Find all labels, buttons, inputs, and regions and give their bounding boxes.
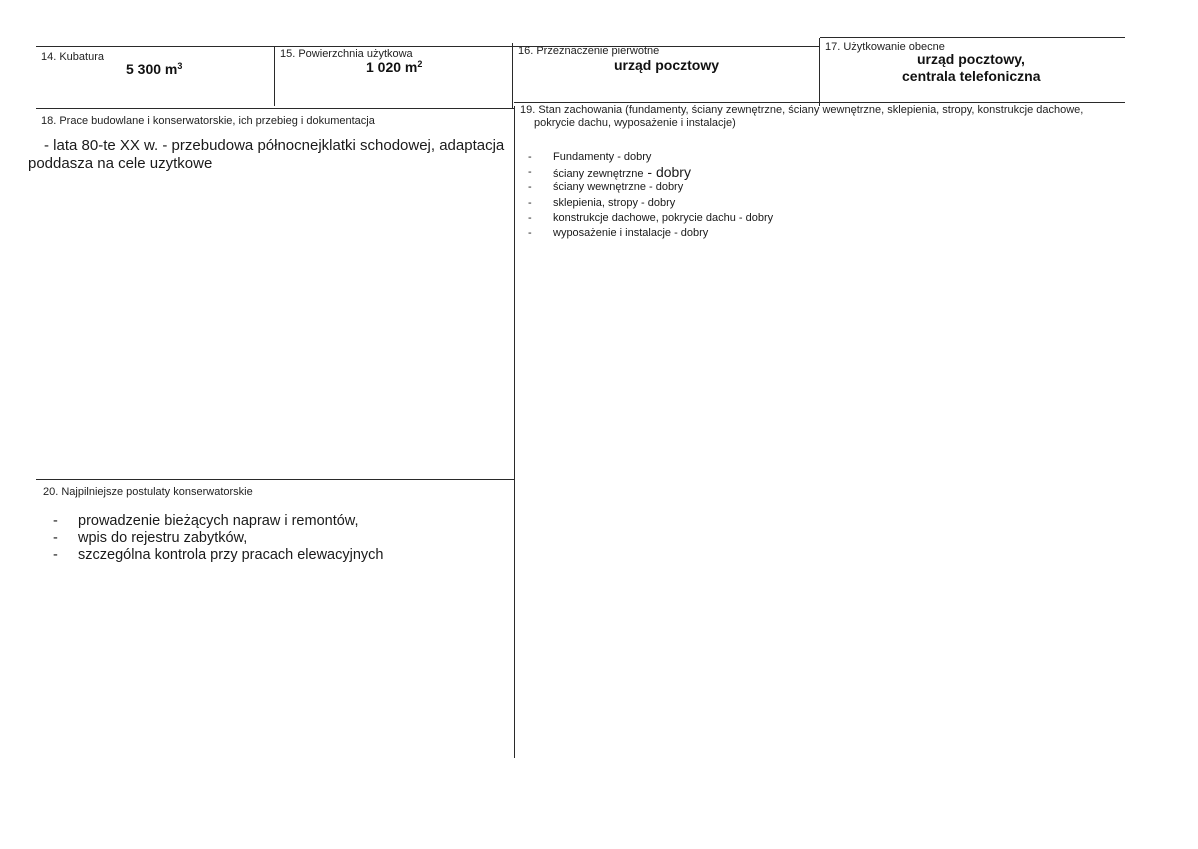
postulaty-list-item bbox=[53, 530, 473, 547]
list-dash: - bbox=[528, 211, 532, 224]
postulaty-list bbox=[53, 513, 473, 564]
postulat-naprawy: prowadzenie bieżących napraw i remontów, bbox=[78, 513, 359, 529]
stan-list bbox=[528, 150, 928, 241]
header-bottom-border-right bbox=[514, 102, 1125, 103]
postulat-rejestr: wpis do rejestru zabytków, bbox=[78, 530, 248, 546]
uzytkowanie-label: 17. Użytkowanie obecne bbox=[825, 41, 945, 53]
stan-item-sciany-wewnetrzne: ściany wewnętrzne - dobry bbox=[553, 181, 684, 194]
list-dash: - bbox=[53, 530, 58, 546]
przeznaczenie-label: 16. Przeznaczenie pierwotne bbox=[518, 45, 660, 57]
powierzchnia-number: 1 020 m bbox=[366, 59, 418, 75]
section-18-bottom-border bbox=[36, 479, 514, 480]
stan-item-fundamenty: Fundamenty - dobry bbox=[553, 151, 652, 163]
stan-item-sciany-zewnetrzne-state: - dobry bbox=[643, 164, 691, 181]
list-dash: - bbox=[528, 196, 532, 209]
postulaty-list-item bbox=[53, 547, 473, 564]
stan-list-item bbox=[528, 211, 928, 226]
postulaty-list-item bbox=[53, 513, 473, 530]
uzytkowanie-value-line2: centrala telefoniczna bbox=[902, 68, 1041, 84]
kubatura-unit-exponent: 3 bbox=[177, 61, 183, 71]
stan-item-sklepienia: sklepienia, stropy - dobry bbox=[553, 196, 676, 209]
stan-item-wyposazenie: wyposażenie i instalacje - dobry bbox=[553, 226, 709, 239]
powierzchnia-label: 15. Powierzchnia użytkowa bbox=[280, 48, 413, 60]
stan-item-sciany-zewnetrzne-label: ściany zewnętrzne bbox=[553, 168, 644, 181]
header-bottom-border bbox=[36, 108, 514, 109]
stan-label-line1: 19. Stan zachowania (fundamenty, ściany zewnętrzne, ściany wewnętrzne, sklepienia, stropy, konstrukcje dachowe, bbox=[520, 104, 1084, 116]
list-dash: - bbox=[528, 181, 532, 194]
stan-list-item bbox=[528, 196, 928, 211]
postulaty-label: 20. Najpilniejsze postulaty konserwatorskie bbox=[43, 486, 253, 498]
stan-list-item bbox=[528, 165, 928, 180]
header-divider-2 bbox=[512, 43, 513, 109]
list-dash: - bbox=[528, 166, 532, 179]
top-border-right bbox=[820, 37, 1125, 38]
list-dash: - bbox=[53, 513, 58, 529]
uzytkowanie-value-line1: urząd pocztowy, bbox=[917, 51, 1025, 67]
stan-list-item bbox=[528, 150, 928, 165]
list-dash: - bbox=[528, 226, 532, 239]
kubatura-number: 5 300 m bbox=[126, 61, 178, 77]
list-dash: - bbox=[53, 547, 58, 563]
stan-label-line2: pokrycie dachu, wyposażenie i instalacje) bbox=[534, 117, 736, 129]
list-dash: - bbox=[528, 151, 532, 163]
stan-item-konstrukcje-dachowe: konstrukcje dachowe, pokrycie dachu - dobry bbox=[553, 211, 774, 224]
stan-list-item bbox=[528, 180, 928, 195]
powierzchnia-unit-exponent: 2 bbox=[417, 59, 423, 69]
prace-text-line1: - lata 80-te XX w. - przebudowa północnejklatki schodowej, adaptacja bbox=[44, 137, 505, 154]
header-divider-1 bbox=[274, 46, 275, 106]
postulat-kontrola: szczególna kontrola przy pracach elewacyjnych bbox=[78, 547, 384, 563]
prace-text-line2: poddasza na cele uzytkowe bbox=[28, 155, 213, 172]
przeznaczenie-value: urząd pocztowy bbox=[614, 57, 720, 73]
middle-column-divider bbox=[514, 106, 515, 758]
prace-label: 18. Prace budowlane i konserwatorskie, ich przebieg i dokumentacja bbox=[41, 115, 375, 127]
kubatura-label: 14. Kubatura bbox=[41, 51, 104, 63]
top-border bbox=[36, 46, 820, 47]
header-divider-3 bbox=[819, 38, 820, 106]
powierzchnia-value bbox=[366, 59, 422, 75]
kubatura-value bbox=[126, 61, 182, 77]
stan-list-item bbox=[528, 226, 928, 241]
